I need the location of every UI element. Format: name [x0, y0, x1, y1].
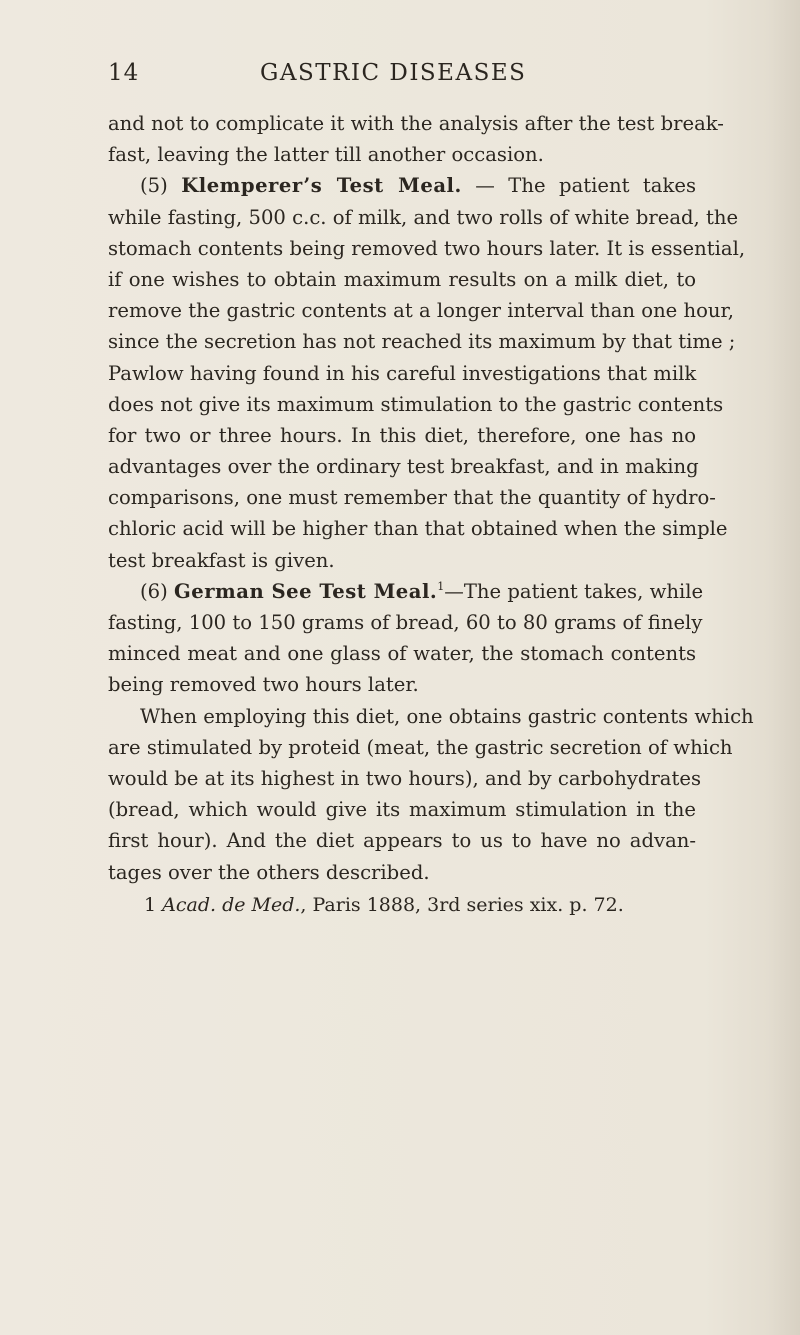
text-line: fasting, 100 to 150 grams of bread, 60 to 80 grams of finely: [108, 611, 703, 634]
text-line: since the secretion has not reached its maximum by that time ;: [108, 330, 736, 354]
text-line: chloric acid will be higher than that obtained when the simple: [108, 517, 728, 541]
text-line: remove the gastric contents at a longer interval than one hour,: [108, 299, 734, 323]
text-line: for two or three hours. In this diet, therefore, one has no: [108, 423, 696, 447]
body-text: [108, 108, 754, 922]
text-line: fast, leaving the latter till another occasion.: [108, 143, 544, 167]
text-line: being removed two hours later.: [108, 673, 419, 697]
text-line: tages over the others described.: [108, 860, 430, 884]
section-6-number: (6): [140, 579, 168, 603]
section-6-heading-line: [108, 576, 704, 607]
footnote: [108, 890, 696, 922]
section-5-text: The patient takes: [508, 174, 696, 198]
section-5-heading: Klemperer’s Test Meal.: [181, 174, 462, 198]
running-title: GASTRIC DISEASES: [260, 60, 527, 86]
section-5-dash: —: [461, 174, 509, 198]
page-number: 14: [108, 60, 140, 86]
text-line: When employing this diet, one obtains gastric contents which: [140, 704, 754, 728]
text-line: stomach contents being removed two hours later. It is essential,: [108, 236, 746, 260]
text-line: test breakfast is given.: [108, 548, 335, 572]
text-line: does not give its maximum stimulation to the gastric contents: [108, 392, 724, 416]
text-line: advantages over the ordinary test breakfast, and in making: [108, 455, 699, 479]
text-line: if one wishes to obtain maximum results on a milk diet, to: [108, 267, 696, 291]
section-5-heading-line: [108, 170, 696, 201]
text-line: would be at its highest in two hours), and by carbohydrates: [108, 766, 702, 790]
text-line: comparisons, one must remember that the quantity of hydro-: [108, 486, 716, 510]
footnote-title: Acad. de Med.: [162, 893, 301, 916]
text-line: Pawlow having found in his careful investigations that milk: [108, 361, 697, 385]
footnote-marker: 1: [144, 893, 157, 916]
text-line: are stimulated by proteid (meat, the gastric secretion of which: [108, 735, 733, 759]
section-5-number: (5): [140, 174, 168, 198]
text-line: first hour). And the diet appears to us to have no advan-: [108, 829, 696, 853]
footnote-text: , Paris 1888, 3rd series xix. p. 72.: [300, 893, 624, 916]
footnote-reference: 1: [437, 579, 445, 593]
text-line: and not to complicate it with the analysis after the test break-: [108, 112, 724, 135]
text-line: minced meat and one glass of water, the stomach contents: [108, 642, 696, 666]
text-line: (bread, which would give its maximum stimulation in the: [108, 798, 696, 822]
text-line: while fasting, 500 c.c. of milk, and two rolls of white bread, the: [108, 205, 739, 229]
section-6-text: —The patient takes, while: [444, 579, 704, 603]
running-head: [108, 60, 668, 96]
section-6-heading: German See Test Meal.: [174, 579, 438, 603]
